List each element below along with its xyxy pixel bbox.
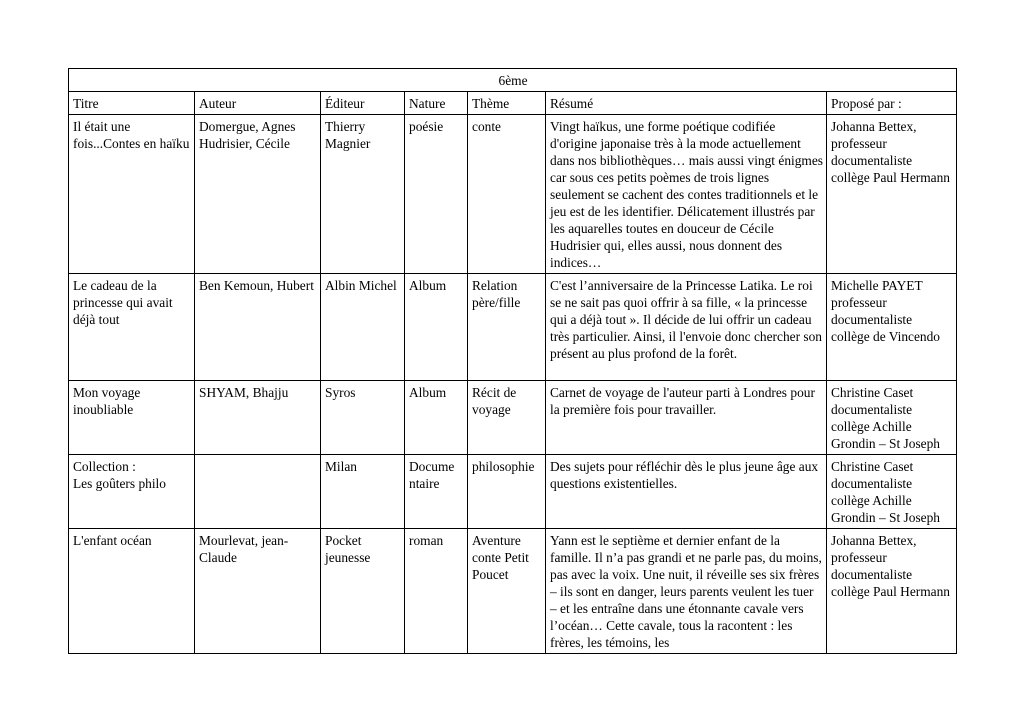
cell-nature: poésie bbox=[405, 115, 468, 274]
cell-auteur: SHYAM, Bhajju bbox=[195, 381, 321, 455]
book-list-table bbox=[68, 68, 957, 654]
cell-propose: Christine Caset documentaliste collège Achille Grondin – St Joseph bbox=[827, 455, 957, 529]
cell-editeur: Albin Michel bbox=[321, 274, 405, 381]
table-row bbox=[69, 381, 957, 455]
cell-nature: roman bbox=[405, 529, 468, 654]
cell-titre: Le cadeau de la princesse qui avait déjà tout bbox=[69, 274, 195, 381]
cell-auteur bbox=[195, 455, 321, 529]
header-theme: Thème bbox=[468, 92, 546, 115]
cell-theme: Aventure conte Petit Poucet bbox=[468, 529, 546, 654]
header-titre: Titre bbox=[69, 92, 195, 115]
level-row bbox=[69, 69, 957, 92]
cell-auteur: Mourlevat, jean-Claude bbox=[195, 529, 321, 654]
header-row bbox=[69, 92, 957, 115]
cell-theme: Récit de voyage bbox=[468, 381, 546, 455]
table-row bbox=[69, 274, 957, 381]
table-row bbox=[69, 529, 957, 654]
cell-titre: L'enfant océan bbox=[69, 529, 195, 654]
cell-auteur: Domergue, Agnes Hudrisier, Cécile bbox=[195, 115, 321, 274]
table-row bbox=[69, 455, 957, 529]
cell-theme: philosophie bbox=[468, 455, 546, 529]
cell-theme: conte bbox=[468, 115, 546, 274]
cell-titre: Mon voyage inoubliable bbox=[69, 381, 195, 455]
cell-resume: Yann est le septième et dernier enfant de la famille. Il n’a pas grandi et ne parle pas, du moins, pas avec la voix. Une nuit, il réveille ses six frères – ils sont en danger, leurs parents veulent les tuer – et les entraîne dans une étonnante cavale vers l’océan… Cette cavale, tous la racontent : les frères, les témoins, les bbox=[546, 529, 827, 654]
cell-theme: Relation père/fille bbox=[468, 274, 546, 381]
level-heading: 6ème bbox=[69, 69, 957, 92]
cell-titre: Collection : Les goûters philo bbox=[69, 455, 195, 529]
cell-nature: Docume ntaire bbox=[405, 455, 468, 529]
header-propose: Proposé par : bbox=[827, 92, 957, 115]
cell-auteur: Ben Kemoun, Hubert bbox=[195, 274, 321, 381]
header-nature: Nature bbox=[405, 92, 468, 115]
cell-propose: Johanna Bettex, professeur documentaliste collège Paul Hermann bbox=[827, 529, 957, 654]
header-resume: Résumé bbox=[546, 92, 827, 115]
cell-titre: Il était une fois...Contes en haïku bbox=[69, 115, 195, 274]
header-editeur: Éditeur bbox=[321, 92, 405, 115]
cell-editeur: Thierry Magnier bbox=[321, 115, 405, 274]
cell-resume: Vingt haïkus, une forme poétique codifiée d'origine japonaise très à la mode actuellement dans nos bibliothèques… mais aussi vingt énigmes car sous ces petits poèmes de trois lignes seulement se cachent des contes traditionnels et le jeu est de les identifier. Délicatement illustrés par les aquarelles toutes en douceur de Cécile Hudrisier qui, elles aussi, nous donnent des indices… bbox=[546, 115, 827, 274]
cell-editeur: Milan bbox=[321, 455, 405, 529]
table-row bbox=[69, 115, 957, 274]
cell-propose: Michelle PAYET professeur documentaliste collège de Vincendo bbox=[827, 274, 957, 381]
cell-editeur: Syros bbox=[321, 381, 405, 455]
cell-resume: C'est l’anniversaire de la Princesse Latika. Le roi se ne sait pas quoi offrir à sa fille, « la princesse qui a déjà tout ». Il décide de lui offrir un cadeau très particulier. Ainsi, il l'envoie donc chercher son présent au plus profond de la forêt. bbox=[546, 274, 827, 381]
header-auteur: Auteur bbox=[195, 92, 321, 115]
cell-resume: Des sujets pour réfléchir dès le plus jeune âge aux questions existentielles. bbox=[546, 455, 827, 529]
cell-editeur: Pocket jeunesse bbox=[321, 529, 405, 654]
cell-propose: Christine Caset documentaliste collège Achille Grondin – St Joseph bbox=[827, 381, 957, 455]
cell-nature: Album bbox=[405, 274, 468, 381]
cell-nature: Album bbox=[405, 381, 468, 455]
cell-propose: Johanna Bettex, professeur documentaliste collège Paul Hermann bbox=[827, 115, 957, 274]
cell-resume: Carnet de voyage de l'auteur parti à Londres pour la première fois pour travailler. bbox=[546, 381, 827, 455]
